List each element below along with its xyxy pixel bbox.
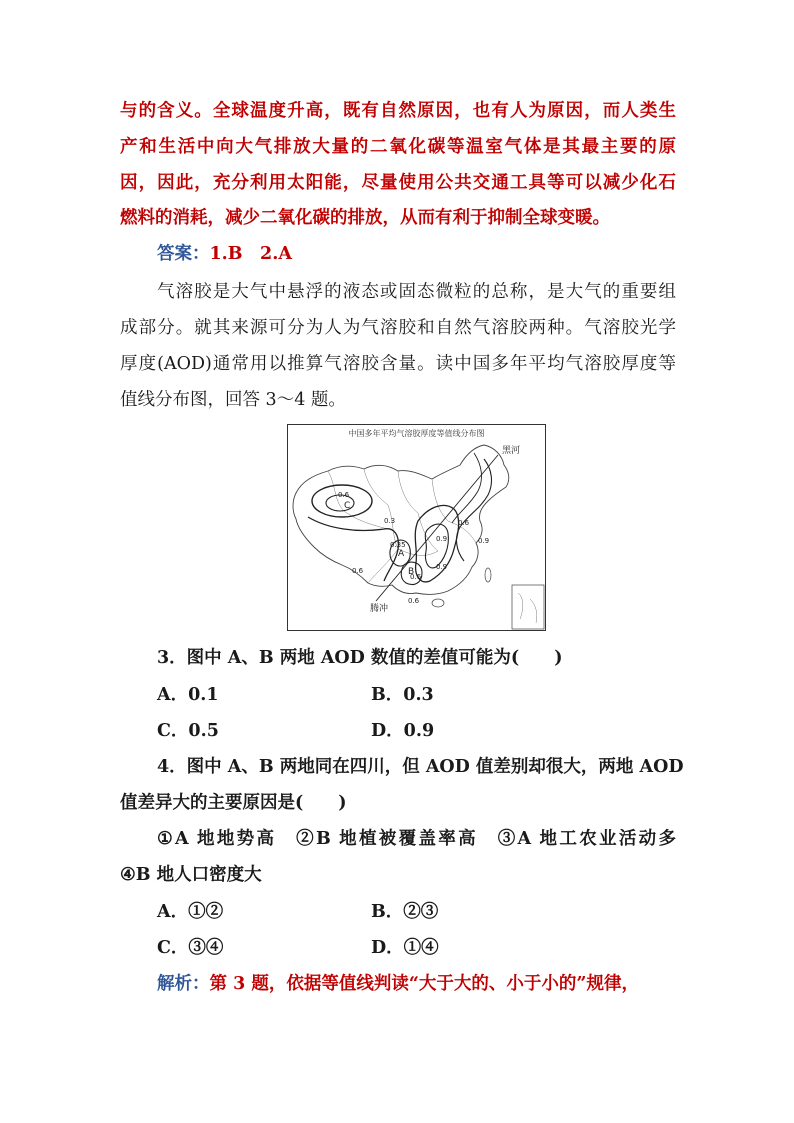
map-place-tengchong: 腾冲 bbox=[370, 604, 389, 614]
q3-option-d: D．0.9 bbox=[371, 721, 435, 741]
q3-option-b: B．0.3 bbox=[371, 685, 434, 705]
analysis-bottom-line bbox=[157, 972, 676, 996]
answer-value: 1.B 2.A bbox=[209, 244, 292, 264]
iso-label: 0.6 bbox=[338, 491, 350, 499]
answer-label: 答案： bbox=[157, 244, 210, 264]
q3-option-c: C．0.5 bbox=[157, 721, 219, 741]
q4-option-b: B．②③ bbox=[371, 902, 439, 922]
map-point-b: B bbox=[408, 567, 415, 577]
q4-stem-line-1: 4．图中 A、B 两地同在四川，但 AOD 值差别却很大，两地 AOD bbox=[157, 757, 684, 777]
intro-line-1: 气溶胶是大气中悬浮的液态或固态微粒的总称，是大气的重要组 bbox=[157, 282, 676, 302]
iso-label: 0.6 bbox=[408, 597, 420, 605]
q3-stem: 3．图中 A、B 两地 AOD 数值的差值可能为( ) bbox=[157, 648, 563, 668]
map-title: 中国多年平均气溶胶厚度等值线分布图 bbox=[348, 429, 485, 438]
intro-line-2: 成部分。就其来源可分为人为气溶胶和自然气溶胶两种。气溶胶光学 bbox=[120, 318, 676, 338]
iso-label: 0.9 bbox=[478, 537, 490, 545]
iso-label: 0.6 bbox=[410, 573, 422, 581]
q4-option-a: A．①② bbox=[157, 902, 224, 922]
map-point-c: C bbox=[344, 501, 351, 511]
intro-line-4: 值线分布图，回答 3～4 题。 bbox=[120, 390, 346, 410]
analysis-line-2: 产和生活中向大气排放大量的二氧化碳等温室气体是其最主要的原 bbox=[120, 137, 676, 157]
map-point-a: A bbox=[398, 549, 405, 559]
q3-option-a: A．0.1 bbox=[157, 685, 219, 705]
iso-label: 0.9 bbox=[436, 563, 448, 571]
analysis-line-4: 燃料的消耗，减少二氧化碳的排放，从而有利于抑制全球变暖。 bbox=[120, 208, 610, 228]
q4-stem-line-2: 值差异大的主要原因是( ) bbox=[120, 793, 347, 813]
q4-choice-line-2: ④B 地人口密度大 bbox=[120, 865, 262, 885]
q4-option-d: D．①④ bbox=[371, 938, 439, 958]
iso-label: 0.9 bbox=[436, 535, 448, 543]
iso-label: 0.6 bbox=[352, 567, 364, 575]
map-place-heihe: 黑河 bbox=[502, 446, 521, 456]
iso-label: 0.35 bbox=[390, 541, 406, 549]
iso-label: 0.6 bbox=[458, 519, 470, 527]
aod-isoline-map bbox=[287, 424, 546, 631]
analysis-text: 第 3 题，依据等值线判读“大于大的、小于小的”规律， bbox=[209, 974, 639, 994]
analysis-line-1: 与的含义。全球温度升高，既有自然原因，也有人为原因，而人类生 bbox=[120, 101, 676, 121]
q4-choice-line-1: ①A 地地势高 ②B 地植被覆盖率高 ③A 地工农业活动多 bbox=[157, 829, 676, 849]
analysis-line-3: 因，因此，充分利用太阳能，尽量使用公共交通工具等可以减少化石 bbox=[120, 173, 676, 193]
q4-option-c: C．③④ bbox=[157, 938, 224, 958]
answer-line bbox=[157, 242, 676, 266]
intro-line-3: 厚度(AOD)通常用以推算气溶胶含量。读中国多年平均气溶胶厚度等 bbox=[120, 354, 676, 374]
analysis-label: 解析： bbox=[157, 974, 210, 994]
iso-label: 0.3 bbox=[384, 517, 396, 525]
